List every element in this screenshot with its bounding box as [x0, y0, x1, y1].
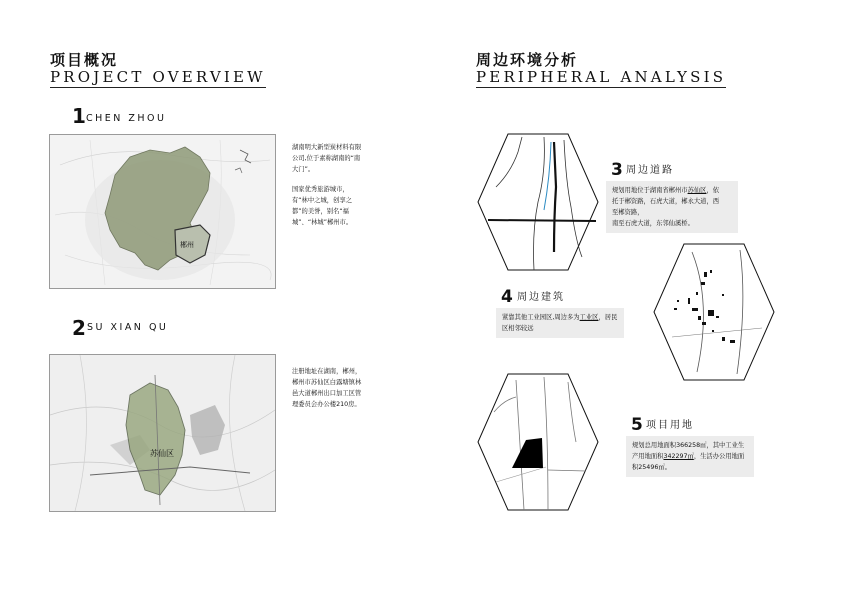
roads-line-3: 至郴资路，	[612, 209, 644, 216]
suxianqu-map-label: 苏仙区	[150, 449, 174, 458]
buildings-hexagon	[652, 242, 776, 382]
project-title-en: PROJECT OVERVIEW	[50, 68, 266, 86]
roads-line-4: 南至石虎大道，东邻仙溪桥。	[612, 220, 694, 227]
buildings-number: 4	[501, 287, 513, 307]
roads-hexagon	[476, 132, 600, 272]
buildings-line-1: 紧靠其他工业园区,周边多为工业区，居民	[502, 314, 618, 321]
roads-number: 3	[611, 160, 623, 180]
roads-line-1: 规划用地位于湖南省郴州市苏仙区，依	[612, 187, 720, 194]
section-1-number: 1	[72, 104, 86, 128]
buildings-label: 周边建筑	[517, 292, 565, 303]
roads-line-2: 托于郴资路，石虎大道，郴永大道，西	[612, 198, 720, 205]
site-line-3: 积25496㎡。	[632, 464, 671, 471]
chenzhou-map-label: 郴州	[180, 241, 194, 249]
section-2-number: 2	[72, 316, 86, 340]
site-line-2: 产用地面积342297㎡，生活办公用地面	[632, 453, 745, 460]
section-1-name: CHEN ZHOU	[86, 113, 167, 124]
analysis-title-en: PERIPHERAL ANALYSIS	[476, 68, 727, 86]
roads-label: 周边道路	[626, 165, 674, 176]
suxianqu-map	[49, 354, 276, 512]
site-line-1: 规划总用地面积366258㎡，其中工业生	[632, 442, 745, 449]
roads-description	[606, 181, 738, 233]
chenzhou-paragraph-2: 国家优秀旅游城市，有“林中之城，创享之都”的美誉，别名“福城”、“林城”郴州市。	[292, 186, 353, 226]
site-description	[626, 436, 754, 477]
section-2-name: SU XIAN QU	[87, 322, 169, 333]
suxianqu-paragraph-1: 注册地址在湖南，郴州，郴州市苏仙区白露塘镇林邑大道郴州出口加工区管理委员会办公楼210房。	[292, 368, 362, 408]
chenzhou-description	[292, 142, 364, 228]
site-number: 5	[631, 415, 643, 435]
analysis-title-cn: 周边环境分析	[476, 51, 579, 69]
chenzhou-paragraph-1: 湖南明大新型炭材料有限公司,位于素称湖南的“南大门”。	[292, 144, 362, 173]
chenzhou-map	[49, 134, 276, 289]
site-hexagon	[476, 372, 600, 512]
project-title-cn: 项目概况	[50, 51, 119, 69]
buildings-line-2: 区相邻较远	[502, 325, 534, 332]
suxianqu-description	[292, 366, 364, 410]
site-label: 项目用地	[646, 420, 694, 431]
buildings-description	[496, 308, 624, 338]
